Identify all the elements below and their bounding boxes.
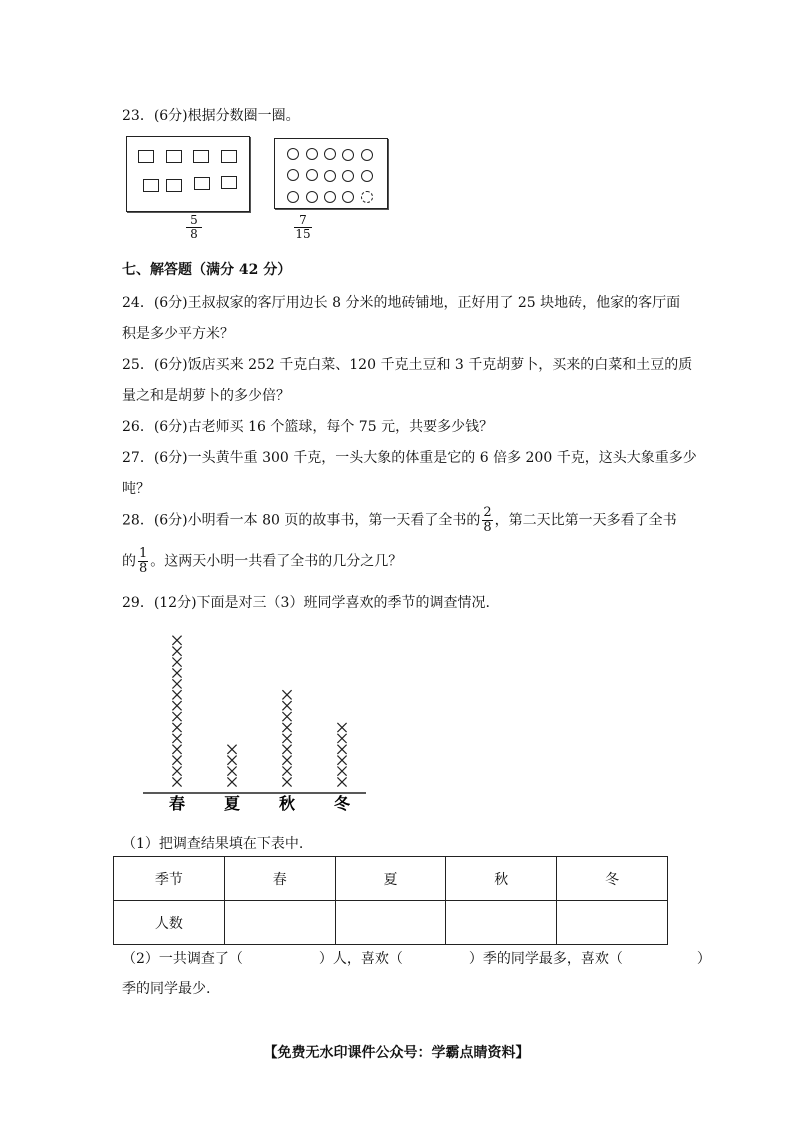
tally-mark	[172, 647, 181, 656]
fraction-denominator: 15	[295, 227, 311, 241]
fraction-numerator: 2	[483, 505, 492, 520]
tally-mark	[227, 777, 236, 786]
q29-sub2-a: （2）一共调查了（	[122, 951, 243, 967]
tally-mark	[172, 636, 181, 645]
q29-sub1: （1）把调查结果填在下表中.	[122, 836, 304, 852]
fraction-numerator: 5	[186, 214, 202, 228]
q28-part1: 28．(6分)小明看一本 80 页的故事书，第一天看了全书的	[122, 512, 481, 529]
fraction-numerator: 1	[139, 546, 148, 561]
tally-mark	[282, 690, 291, 699]
q25-line1: 25．(6分)饭店买来 252 千克白菜、120 千克土豆和 3 千克胡萝卜，买来的白菜和土豆的质	[122, 357, 693, 373]
tally-mark	[282, 745, 291, 754]
q24-line2: 积是多少平方米？	[122, 326, 234, 342]
q28-part3: 的	[122, 553, 136, 570]
tally-mark	[337, 723, 346, 732]
tally-category-label: 冬	[333, 794, 351, 813]
tally-mark	[172, 723, 181, 732]
tally-mark	[337, 777, 346, 786]
tally-mark	[227, 767, 236, 776]
fraction-denominator: 8	[483, 520, 492, 535]
tally-mark	[172, 734, 181, 743]
q27-line1: 27．(6分)一头黄牛重 300 千克，一头大象的体重是它的 6 倍多 200 千克，这头大象重多少	[122, 450, 697, 466]
q27-line2: 吨？	[122, 481, 150, 497]
table-header-cell: 季节	[114, 857, 225, 901]
tally-mark	[172, 668, 181, 677]
result-table	[113, 856, 668, 945]
tally-mark	[227, 756, 236, 765]
q29-sub2-d: ）	[696, 951, 711, 967]
tally-mark	[337, 756, 346, 765]
q25-line2: 量之和是胡萝卜的多少倍？	[122, 388, 290, 404]
q29-sub2-b: ）人，喜欢（	[318, 951, 403, 967]
tally-category-label: 春	[168, 794, 186, 813]
fraction-denominator: 8	[139, 561, 148, 576]
tally-mark	[282, 734, 291, 743]
tally-mark	[282, 767, 291, 776]
tally-mark	[172, 701, 181, 710]
tally-column-冬	[337, 723, 346, 787]
tally-mark	[172, 690, 181, 699]
tally-category-label: 秋	[278, 794, 296, 813]
answer-cell[interactable]	[557, 901, 668, 945]
tally-mark	[227, 745, 236, 754]
q28-part4: 。这两天小明一共看了全书的几分之几？	[150, 553, 403, 570]
q24-line1: 24．(6分)王叔叔家的客厅用边长 8 分米的地砖铺地，正好用了 25 块地砖，他家的客厅面	[122, 295, 681, 311]
tally-mark	[282, 712, 291, 721]
tally-mark	[282, 701, 291, 710]
answer-cell[interactable]	[446, 901, 557, 945]
answer-cell[interactable]	[224, 901, 335, 945]
q28-part2: ，第二天比第一天多看了全书	[494, 512, 677, 529]
tally-mark	[172, 777, 181, 786]
tally-mark	[282, 723, 291, 732]
table-header-cell: 春	[224, 857, 335, 901]
tally-mark	[337, 734, 346, 743]
tally-column-秋	[282, 690, 291, 786]
tally-column-夏	[227, 745, 236, 787]
answer-cell[interactable]	[335, 901, 446, 945]
tally-mark	[172, 745, 181, 754]
table-header-cell: 冬	[557, 857, 668, 901]
table-row-label: 人数	[114, 901, 225, 945]
table-row	[114, 901, 668, 945]
table-row	[114, 857, 668, 901]
tally-mark	[172, 679, 181, 688]
fraction-numerator: 7	[294, 214, 312, 228]
tally-mark	[172, 767, 181, 776]
tally-column-春	[172, 636, 181, 787]
footer-note: 【免费无水印课件公众号：学霸点睛资料】	[263, 1045, 530, 1061]
q29-sub2-c: ）季的同学最多，喜欢（	[468, 951, 623, 967]
tally-mark	[172, 712, 181, 721]
tally-mark	[282, 756, 291, 765]
q29-sub2-line2: 季的同学最少.	[122, 981, 211, 997]
tally-mark	[337, 767, 346, 776]
q26-text: 26．(6分)古老师买 16 个篮球，每个 75 元，共要多少钱？	[122, 419, 494, 435]
table-header-cell: 夏	[335, 857, 446, 901]
q23-text: 23．(6分)根据分数圈一圈。	[122, 108, 300, 124]
q29-sub2-line1	[122, 948, 711, 968]
q29-text: 29．(12分)下面是对三（3）班同学喜欢的季节的调查情况.	[122, 595, 490, 611]
tally-mark	[172, 658, 181, 667]
tally-mark	[337, 745, 346, 754]
section-7-title: 七、解答题（满分 42 分）	[122, 262, 292, 278]
fraction-denominator: 8	[190, 227, 198, 241]
tally-mark	[282, 777, 291, 786]
tally-mark	[172, 756, 181, 765]
tally-category-label: 夏	[223, 794, 241, 813]
table-header-cell: 秋	[446, 857, 557, 901]
